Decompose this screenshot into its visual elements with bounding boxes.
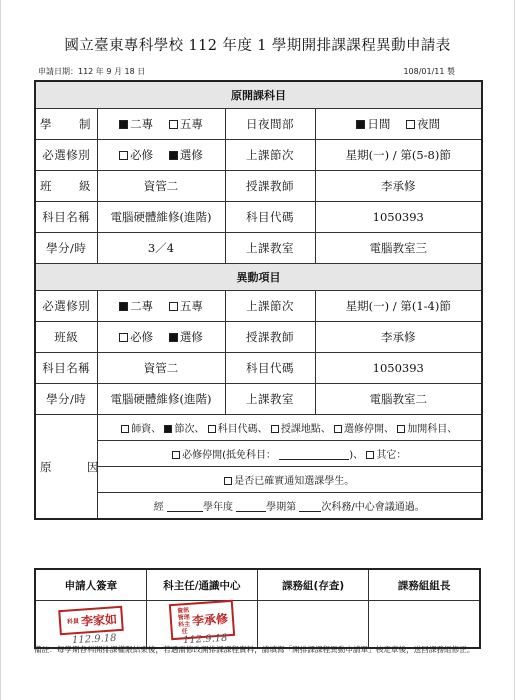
change-row-course — [35, 353, 482, 384]
original-section-title: 原開課科目 — [35, 81, 482, 109]
meeting-number-blank[interactable] — [299, 510, 321, 512]
curriculum-file-cell[interactable] — [258, 601, 369, 649]
original-section-row — [35, 81, 482, 109]
credit-label: 學分/時 — [35, 233, 97, 264]
day-label: 日間 — [367, 117, 391, 131]
reason-stop-checkbox[interactable] — [334, 425, 342, 433]
change-slot-label: 上課節次 — [225, 291, 315, 322]
department-head-sign-date: 112.9.18 — [182, 632, 228, 647]
code-label: 科目代碼 — [225, 202, 315, 233]
required-label: 必修 — [130, 148, 154, 162]
reason-code-label: 科目代碼、 — [217, 424, 268, 435]
application-form-table — [34, 80, 483, 520]
reason-required-stop-label: 必修停開(抵免科目： — [182, 450, 277, 461]
applicant-signature-cell[interactable] — [35, 601, 146, 649]
change-code-label: 科目代碼 — [225, 353, 315, 384]
reason-line-4 — [97, 493, 482, 520]
signature-body-row — [35, 601, 480, 649]
system-options — [97, 109, 225, 140]
teacher-label: 授課教師 — [225, 171, 315, 202]
daynight-label: 日夜間部 — [225, 109, 315, 140]
reason-other-label: 其它： — [376, 450, 407, 461]
reason-location-label: 授課地點、 — [280, 424, 331, 435]
reason-period-checkbox[interactable] — [164, 425, 172, 433]
change-5yr-checkbox[interactable] — [169, 302, 178, 311]
course-value: 電腦硬體維修(進階) — [97, 202, 225, 233]
system-5yr-checkbox[interactable] — [169, 120, 178, 129]
change-credit-value: 電腦硬體維修(進階) — [97, 384, 225, 415]
meeting-year: 學年度 — [202, 502, 233, 513]
required-checkbox[interactable] — [119, 151, 128, 160]
night-label: 夜間 — [417, 117, 441, 131]
change-class-label: 班級 — [35, 322, 97, 353]
elective-checkbox[interactable] — [169, 151, 178, 160]
class-value: 資管二 — [97, 171, 225, 202]
footnote: 備註：每學期各科開排課權限結束後，若遇需修改開排課課程資料，請填寫「開排課課程異動申請單」核定章後，送回課務組修正。 — [34, 645, 475, 654]
reason-teacher-label: 師資、 — [131, 424, 162, 435]
system-opt2-label: 五專 — [179, 117, 203, 131]
meeting-year-blank[interactable] — [167, 510, 203, 512]
change-required-checkbox[interactable] — [119, 333, 128, 342]
notify-students-label: 是否已確實通知選課學生。 — [234, 476, 355, 487]
form-title: 國立臺東專科學校 112 年度 1 學期開排課課程異動申請表 — [64, 38, 451, 54]
reason-row-1 — [35, 415, 482, 441]
change-row-class — [35, 322, 482, 353]
change-row-credit — [35, 384, 482, 415]
curriculum-file-header: 課務組(存查) — [258, 569, 369, 601]
code-value: 1050393 — [315, 202, 482, 233]
change-class-options — [97, 322, 225, 353]
change-room-label: 上課教室 — [225, 384, 315, 415]
system-2yr-checkbox[interactable] — [119, 120, 128, 129]
system-label: 學 制 — [35, 109, 97, 140]
teacher-value: 李承修 — [315, 171, 482, 202]
applicant-stamp-name: 李家如 — [80, 612, 118, 629]
change-course-value: 資管二 — [97, 353, 225, 384]
department-head-cell[interactable] — [146, 601, 257, 649]
room-label: 上課教室 — [225, 233, 315, 264]
change-class-opt2: 選修 — [179, 330, 203, 344]
night-checkbox[interactable] — [406, 120, 415, 129]
signature-table — [34, 568, 481, 649]
meeting-term-blank[interactable] — [236, 510, 266, 512]
credit-course-blank[interactable] — [279, 458, 349, 460]
reason-line-1 — [97, 415, 482, 441]
change-code-value: 1050393 — [315, 353, 482, 384]
original-row-credit — [35, 233, 482, 264]
original-row-class — [35, 171, 482, 202]
meeting-term: 學期第 — [266, 502, 297, 513]
reason-code-checkbox[interactable] — [208, 425, 216, 433]
class-label: 班 級 — [35, 171, 97, 202]
reason-location-checkbox[interactable] — [271, 425, 279, 433]
change-section-row — [35, 264, 482, 291]
apply-date: 申請日期：112 年 9 月 18 日 — [38, 67, 146, 76]
reason-stop-label: 選修停開、 — [344, 424, 395, 435]
change-section-title: 異動項目 — [35, 264, 482, 291]
room-value: 電腦教室三 — [315, 233, 482, 264]
reason-row-4 — [35, 493, 482, 520]
reason-required-stop-checkbox[interactable] — [172, 451, 180, 459]
change-course-label: 科目名稱 — [35, 353, 97, 384]
meeting-post: 次科務/中心會議通過。 — [321, 502, 425, 513]
reason-teacher-checkbox[interactable] — [121, 425, 129, 433]
reason-line-2 — [97, 441, 482, 467]
department-head-stamp-name: 李承修 — [191, 611, 229, 629]
reason-add-checkbox[interactable] — [397, 425, 405, 433]
applicant-sign-date: 112.9.18 — [71, 632, 117, 647]
applicant-signature-header: 申請人簽章 — [35, 569, 146, 601]
reason-add-label: 加開科目、 — [407, 424, 458, 435]
applicant-stamp-title: 科員 — [66, 618, 80, 626]
reason-other-checkbox[interactable] — [366, 451, 374, 459]
department-head-header: 科主任/通識中心 — [146, 569, 257, 601]
curriculum-chief-header: 課務組組長 — [369, 569, 480, 601]
credit-value: 3／4 — [97, 233, 225, 264]
close-paren: )、 — [349, 450, 364, 461]
change-class-opt1: 必修 — [130, 330, 154, 344]
reason-line-3 — [97, 467, 482, 493]
change-teacher-label: 授課教師 — [225, 322, 315, 353]
slot-label: 上課節次 — [225, 140, 315, 171]
change-2yr-checkbox[interactable] — [119, 302, 128, 311]
day-checkbox[interactable] — [356, 120, 365, 129]
curriculum-chief-cell[interactable] — [369, 601, 480, 649]
signature-header-row — [35, 569, 480, 601]
course-label: 科目名稱 — [35, 202, 97, 233]
change-type-label: 必選修別 — [35, 291, 97, 322]
daynight-options — [315, 109, 482, 140]
original-row-type — [35, 140, 482, 171]
notify-students-checkbox[interactable] — [224, 477, 232, 485]
change-row-type — [35, 291, 482, 322]
type-label: 必選修別 — [35, 140, 97, 171]
elective-label: 選修 — [179, 148, 203, 162]
change-credit-label: 學分/時 — [35, 384, 97, 415]
reason-period-label: 節次、 — [174, 424, 205, 435]
change-slot-value: 星期(一) / 第(1-4)節 — [315, 291, 482, 322]
change-type-opt2: 五專 — [179, 299, 203, 313]
form-version: 108/01/11 製 — [403, 67, 455, 76]
reason-label: 原 因 — [35, 415, 97, 520]
department-head-stamp-title: 資訊管理科主任 — [176, 606, 191, 636]
change-room-value: 電腦教室二 — [315, 384, 482, 415]
original-row-course — [35, 202, 482, 233]
change-type-opt1: 二專 — [130, 299, 154, 313]
slot-value: 星期(一) / 第(5-8)節 — [315, 140, 482, 171]
meeting-pre: 經 — [153, 502, 164, 513]
applicant-stamp — [58, 606, 124, 635]
system-opt1-label: 二專 — [130, 117, 154, 131]
original-row-system — [35, 109, 482, 140]
change-teacher-value: 李承修 — [315, 322, 482, 353]
change-type-options — [97, 291, 225, 322]
change-elective-checkbox[interactable] — [169, 333, 178, 342]
type-options — [97, 140, 225, 171]
